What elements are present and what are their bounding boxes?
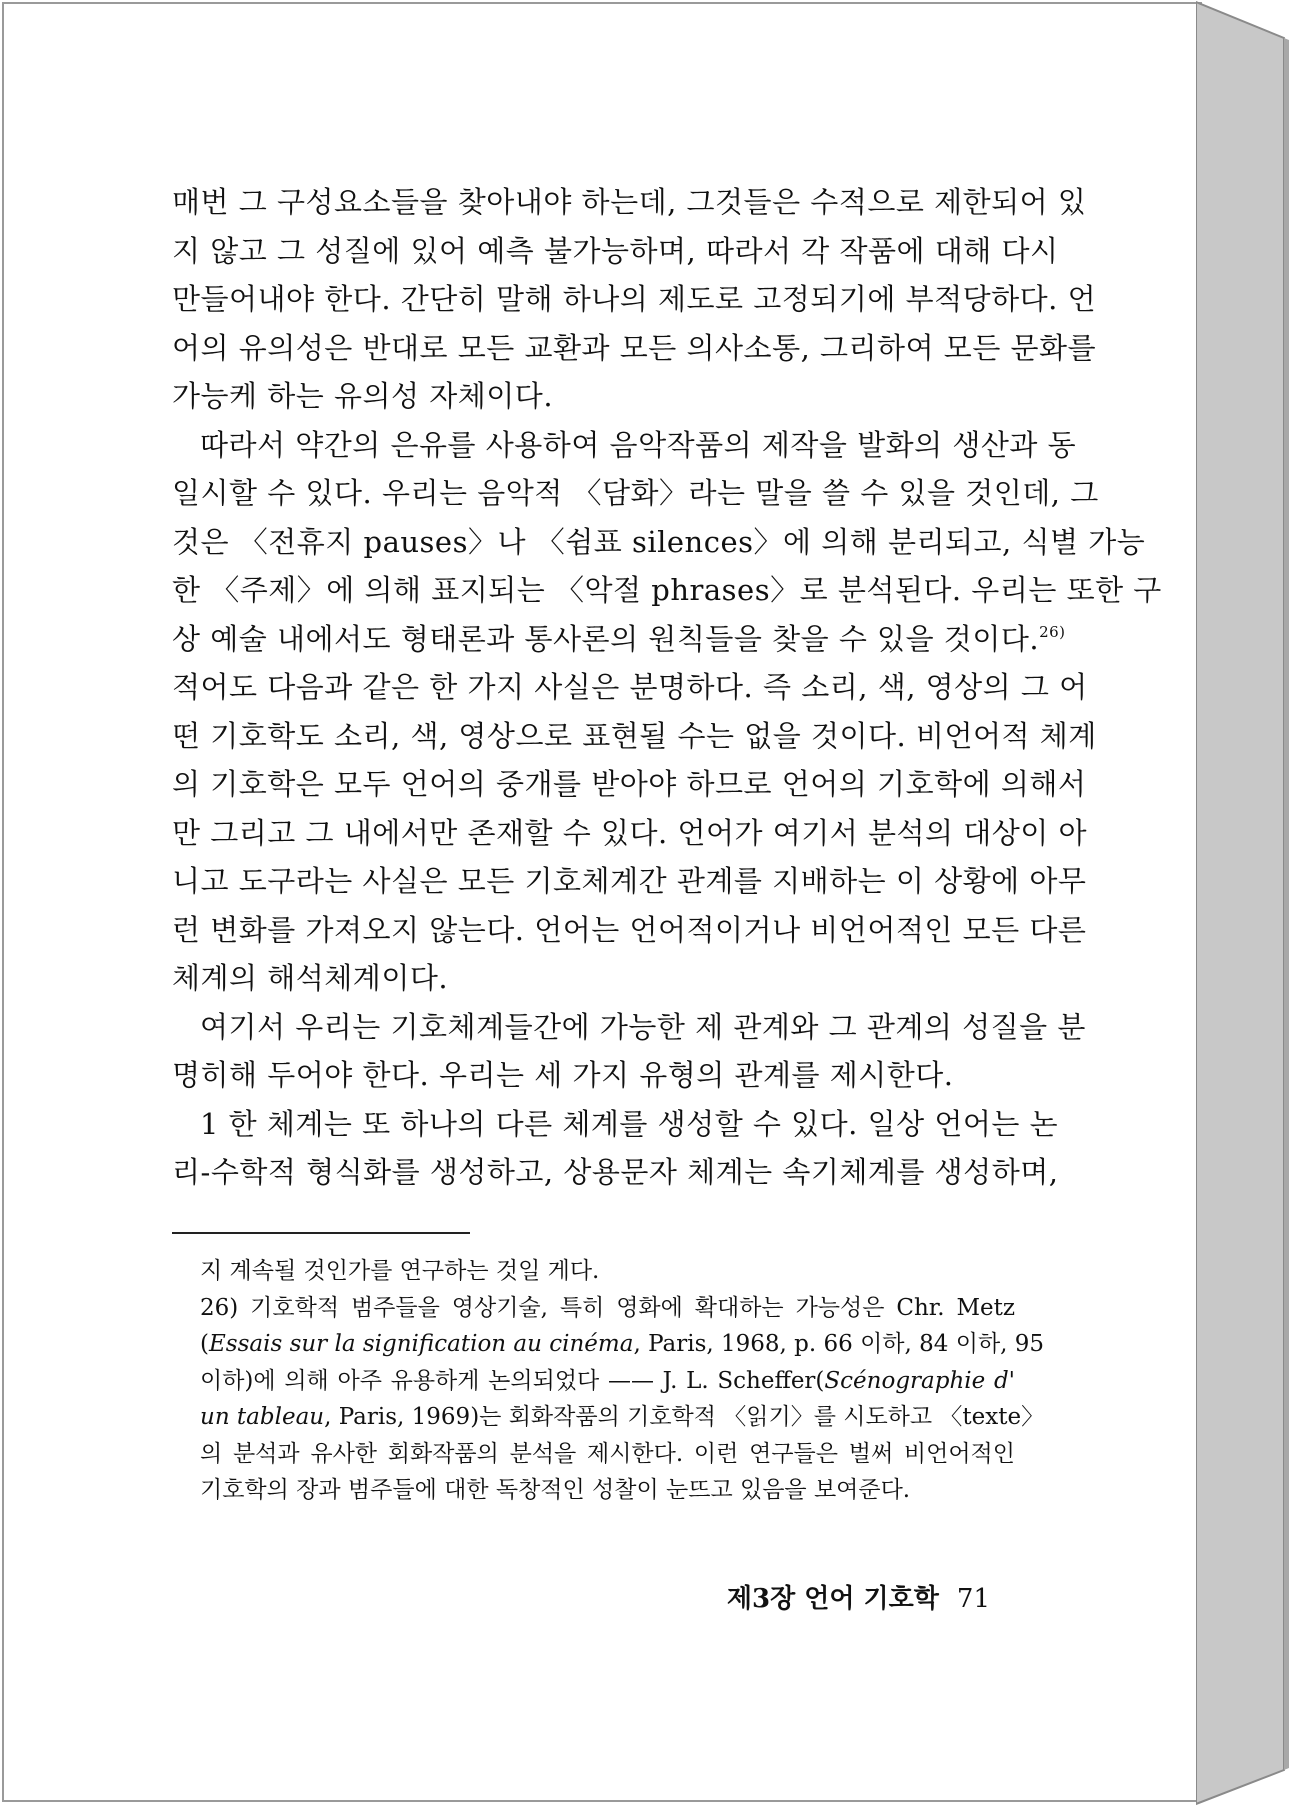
chapter-title: 제3장 언어 기호학 <box>726 1584 939 1614</box>
body-line: 체계의 해석체계이다. <box>172 961 449 995</box>
body-line: 니고 도구라는 사실은 모든 기호체계간 관계를 지배하는 이 상황에 아무 <box>172 864 1087 898</box>
footnote-text: ( <box>200 1331 209 1357</box>
footnotes <box>200 1253 1045 1509</box>
body-line: 어의 유의성은 반대로 모든 교환과 모든 의사소통, 그리하여 모든 문화를 <box>172 330 1097 365</box>
body-text <box>172 178 1162 1197</box>
body-line: 일시할 수 있다. 우리는 음악적 〈담화〉라는 말을 쓸 수 있을 것인데, 그 <box>172 476 1099 510</box>
body-line: 가능케 하는 유의성 자체이다. <box>172 379 554 413</box>
footnote-26-line <box>200 1326 1045 1363</box>
body-line: 적어도 다음과 같은 한 가지 사실은 분명하다. 즉 소리, 색, 영상의 그 어 <box>172 670 1088 704</box>
page-number: 71 <box>956 1584 990 1614</box>
body-line: 여기서 우리는 기호체계들간에 가능한 제 관계와 그 관계의 성질을 분 <box>200 1009 1086 1044</box>
footnote-26-line <box>200 1363 1015 1400</box>
body-line-text: 상 예술 내에서도 형태론과 통사론의 원칙들을 찾을 수 있을 것이다. <box>172 621 1040 656</box>
footnote-text: 이하)에 의해 아주 유용하게 논의되었다 —— J. L. Scheffer( <box>200 1367 825 1394</box>
body-line: 떤 기호학도 소리, 색, 영상으로 표현될 수는 없을 것이다. 비언어적 체계 <box>172 718 1097 753</box>
footnote-26-line: 기호학의 장과 범주들에 대한 독창적인 성찰이 눈뜨고 있음을 보여준다. <box>200 1477 911 1503</box>
body-line: 런 변화를 가져오지 않는다. 언어는 언어적이거나 비언어적인 모든 다른 <box>172 912 1087 947</box>
body-line: 명히해 두어야 한다. 우리는 세 가지 유형의 관계를 제시한다. <box>172 1058 954 1092</box>
footnote-continuation: 지 계속될 것인가를 연구하는 것일 게다. <box>200 1258 600 1284</box>
footnote-divider <box>172 1232 470 1234</box>
body-line: 매번 그 구성요소들을 찾아내야 하는데, 그것들은 수적으로 제한되어 있 <box>172 185 1087 219</box>
footnote-number: 26) <box>200 1294 239 1321</box>
body-line-with-note <box>172 615 1066 664</box>
body-line: 리-수학적 형식화를 생성하고, 상용문자 체계는 속기체계를 생성하며, <box>172 1155 1059 1189</box>
body-line: 만 그리고 그 내에서만 존재할 수 있다. 언어가 여기서 분석의 대상이 아 <box>172 815 1088 850</box>
body-line: 것은 〈전휴지 pauses〉나 〈쉼표 silences〉에 의해 분리되고, 식별 가능 <box>172 524 1146 559</box>
body-line: 의 기호학은 모두 언어의 중개를 받아야 하므로 언어의 기호학에 의해서 <box>172 767 1087 801</box>
body-line: 1 한 체계는 또 하나의 다른 체계를 생성할 수 있다. 일상 언어는 논 <box>200 1106 1059 1141</box>
footnote-26-line <box>200 1290 1015 1327</box>
footnote-text: 기호학적 범주들을 영상기술, 특히 영화에 확대하는 가능성은 Chr. Metz <box>250 1294 1015 1321</box>
page-edge-shadow <box>1196 0 1291 1806</box>
footnote-26-line: 의 분석과 유사한 회화작품의 분석을 제시한다. 이런 연구들은 벌써 비언어적인 <box>200 1440 1015 1467</box>
body-line: 따라서 약간의 은유를 사용하여 음악작품의 제작을 발화의 생산과 동 <box>200 427 1077 462</box>
body-line: 한 〈주제〉에 의해 표지되는 〈악절 phrases〉로 분석된다. 우리는 또한 구 <box>172 573 1162 607</box>
body-line: 만들어내야 한다. 간단히 말해 하나의 제도로 고정되기에 부적당하다. 언 <box>172 282 1097 316</box>
footnote-book-title: un tableau <box>200 1404 325 1430</box>
footnote-book-title: Scénographie d' <box>824 1367 1015 1394</box>
footnote-text: , Paris, 1969)는 회화작품의 기호학적 〈읽기〉를 시도하고 〈texte〉 <box>324 1404 1045 1430</box>
footnote-26-line <box>200 1399 1045 1436</box>
body-line: 지 않고 그 성질에 있어 예측 불가능하며, 따라서 각 작품에 대해 다시 <box>172 233 1059 268</box>
running-footer <box>700 1582 990 1616</box>
footnote-book-title: Essais sur la signification au cinéma <box>208 1331 634 1357</box>
footnote-reference: 26) <box>1039 622 1066 641</box>
footnote-text: , Paris, 1968, p. 66 이하, 84 이하, 95 <box>633 1331 1045 1357</box>
